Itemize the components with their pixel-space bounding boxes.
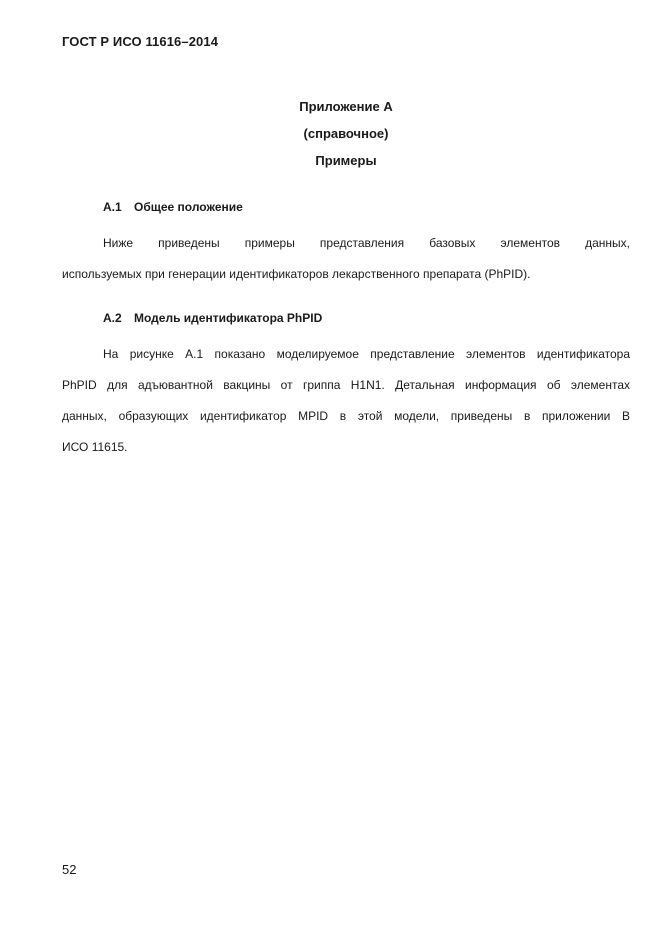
- paragraph-line: На рисунке А.1 показано моделируемое представление элементов идентификатора: [103, 347, 630, 361]
- section-number: А.1: [103, 200, 122, 214]
- paragraph-line: ИСО 11615.: [62, 440, 128, 454]
- paragraph-line: PhPID для адъювантной вакцины от гриппа H1N1. Детальная информация об элементах: [62, 378, 630, 392]
- paragraph-line: данных, образующих идентификатор MPID в этой модели, приведены в приложении В: [62, 409, 630, 423]
- section-title: Общее положение: [134, 200, 243, 214]
- section-title: Модель идентификатора PhPID: [134, 311, 323, 325]
- section-number: А.2: [103, 311, 122, 325]
- section-heading-a2: [103, 311, 322, 325]
- paragraph-line: Ниже приведены примеры представления базовых элементов данных,: [103, 236, 630, 250]
- paragraph-line: используемых при генерации идентификаторов лекарственного препарата (PhPID).: [62, 267, 531, 281]
- annex-type: (справочное): [303, 126, 389, 141]
- annex-title: Приложение А: [299, 99, 393, 114]
- section-heading-a1: [103, 200, 243, 214]
- page-number: 52: [62, 862, 77, 877]
- standard-header: ГОСТ Р ИСО 11616–2014: [62, 34, 219, 49]
- annex-name: Примеры: [315, 153, 377, 168]
